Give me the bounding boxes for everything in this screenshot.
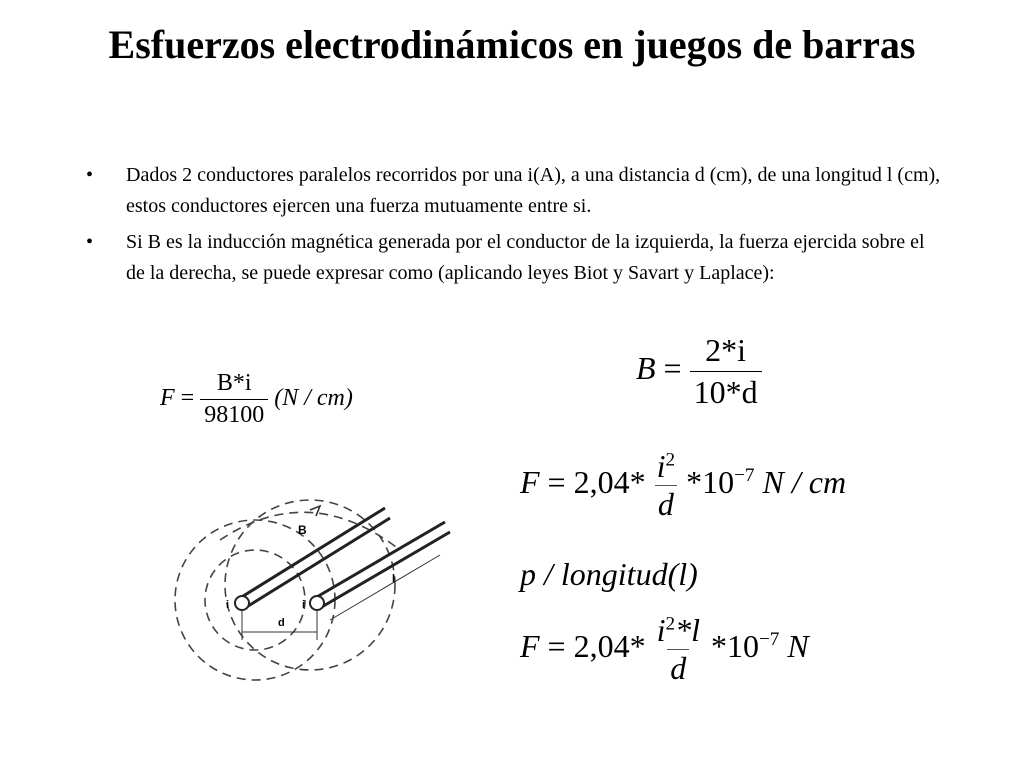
bullet-marker: • [86,231,94,253]
parallel-conductors-diagram [160,470,460,700]
eq-f3-equals: = [547,627,566,664]
bullet-item [86,160,946,222]
eq-f2-numerator [654,448,678,485]
eq-f3-units: N [787,627,809,664]
label-i-left: i [226,599,230,611]
eq-f3-fraction [654,612,703,687]
eq-b-fraction [690,332,762,411]
bullet-marker: • [86,164,94,186]
eq-f3-num-base: i [656,612,666,648]
equation-force-per-length [520,448,846,523]
eq-f3-coef: 2,04* [573,627,646,664]
equation-force-total [520,612,809,687]
field-arc [220,512,400,550]
eq-f2-den: d [657,486,674,522]
conductor-right-end [310,596,324,610]
eq-f2-equals: = [547,463,566,500]
label-l: l [392,573,396,585]
eq-f1-lhs: F [160,385,175,412]
eq-b-equals: = [663,349,682,386]
field-arrow-icon [310,506,320,516]
bullet-item [86,227,946,289]
eq-f2-num-base: i [656,448,666,484]
equation-b-field [636,332,762,411]
equation-force-general [160,370,353,429]
eq-b-lhs: B [636,349,656,386]
eq-f2-denominator [655,485,677,523]
field-circle-right [225,500,395,670]
bullet-list [86,160,946,294]
eq-f3-num-exp: 2 [665,613,676,635]
bullet-text: Dados 2 conductores paralelos recorridos por una i(A), a una distancia d (cm), de una longitud l (cm), estos conductores ejercen una fuerza mutuamente entre si. [126,164,941,217]
eq-f2-coef: 2,04* [573,463,646,500]
eq-f3-numerator [654,612,703,649]
dimension-l-line [330,555,440,620]
eq-f2-units: N / cm [762,463,847,500]
label-d: d [278,617,285,629]
eq-f2-lhs: F [520,463,540,500]
conductor-left-top [240,508,385,598]
eq-f3-exp: −7 [758,629,780,651]
slide-title: Esfuerzos electrodinámicos en juegos de barras [108,22,916,67]
bullet-text: Si B es la inducción magnética generada por el conductor de la izquierda, la fuerza ejercida sobre el de la derecha, se puede expresar como (aplicando leyes Biot y Savart y Laplace): [126,231,925,284]
conductor-right-top [315,522,445,598]
eq-f3-denominator [667,649,689,687]
label-i-right: i [302,599,306,611]
conductor-right-bottom [320,532,450,608]
eq-f3-lhs: F [520,627,540,664]
eq-f2-num-exp: 2 [665,449,676,471]
eq-f1-denominator: 98100 [200,399,268,429]
eq-b-numerator: 2*i [705,332,747,368]
eq-p-text: p / longitud(l) [520,556,698,592]
conductor-left-end [235,596,249,610]
eq-f2-fraction [654,448,678,523]
field-circle-inner [205,550,305,650]
eq-f2-exp: −7 [734,465,755,487]
eq-f3-den: d [670,650,687,686]
eq-f2-mult: *10 [686,463,735,500]
eq-f1-units: (N / cm) [274,385,353,412]
label-b: B [298,523,307,537]
eq-f1-numerator: B*i [216,370,252,396]
eq-f1-fraction [200,370,268,429]
conductor-left-bottom [245,518,390,608]
equation-per-length-label [520,556,698,593]
eq-f3-mult: *10 [710,627,759,664]
eq-f3-num-tail: *l [675,612,700,648]
eq-b-denominator: 10*d [690,371,762,411]
eq-f1-equals: = [180,385,195,412]
